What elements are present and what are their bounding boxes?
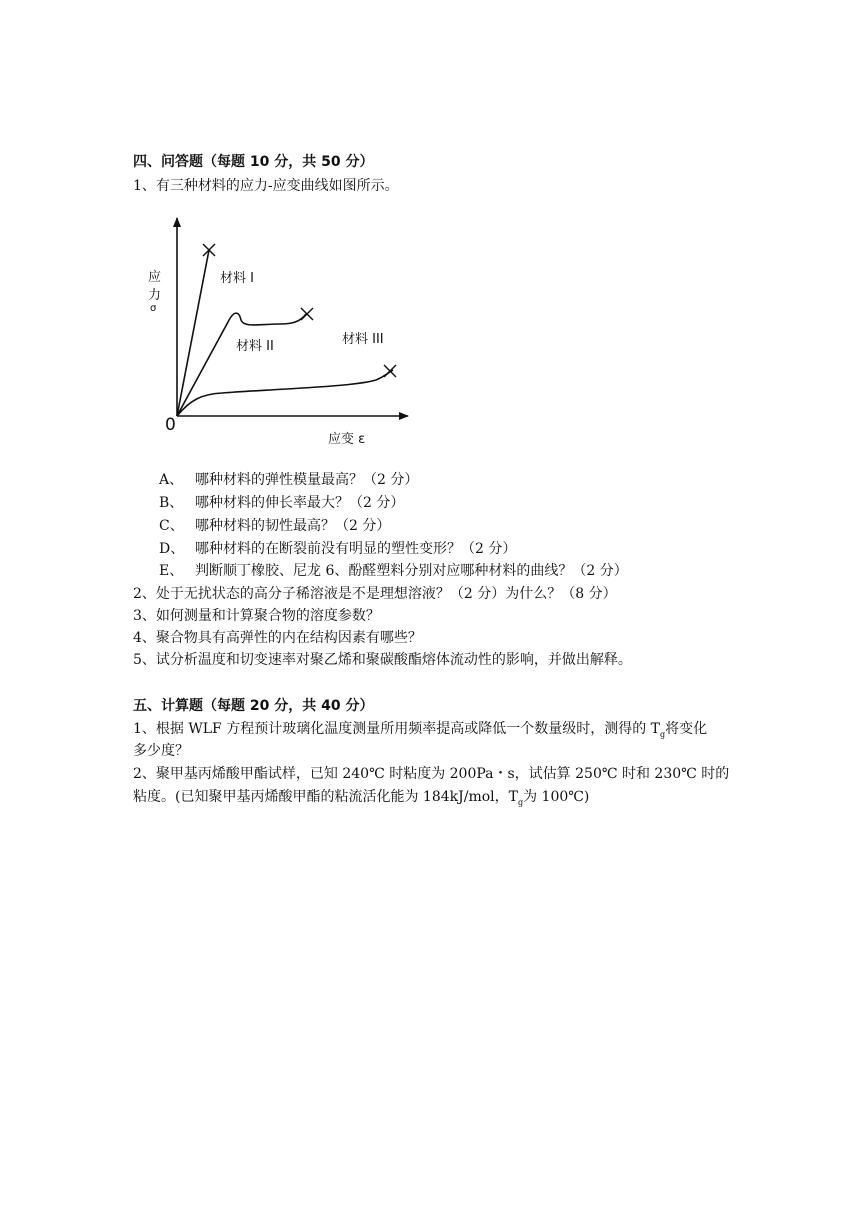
option-a-letter: A、: [159, 472, 184, 488]
option-b-letter: B、: [159, 495, 184, 511]
s5q1-text-a: 1、根据 WLF 方程预计玻璃化温度测量所用频率提高或降低一个数量级时，测得的 T: [133, 721, 660, 737]
s5q1-text-b: 将变化: [665, 721, 708, 737]
option-e-letter: E、: [159, 563, 184, 579]
section5-question-2-line-1: 2、聚甲基丙烯酸甲酯试样，已知 240℃ 时粘度为 200Pa・s，试估算 250℃ 时和 230℃ 时的: [133, 766, 730, 782]
option-e: [159, 561, 628, 581]
option-d-letter: D、: [159, 541, 185, 557]
material-2-curve: [177, 313, 306, 416]
section5-question-1-line-2: 多少度？: [133, 743, 189, 759]
y-axis-label-char1: 应: [148, 270, 162, 285]
section4-question-5: 5、试分析温度和切变速率对聚乙烯和聚碳酸酯熔体流动性的影响，并做出解释。: [133, 652, 632, 668]
stress-strain-svg: [140, 210, 430, 455]
option-c: [159, 516, 390, 536]
s5q2-text-b: 为 100℃): [523, 789, 590, 805]
section5-title: 五、计算题（每题 20 分，共 40 分）: [133, 698, 374, 714]
s5q1-subscript-g: g: [660, 729, 666, 739]
section4-question-2: 2、处于无扰状态的高分子稀溶液是不是理想溶液？（2 分）为什么？（8 分）: [133, 586, 617, 602]
option-b: [159, 493, 404, 513]
material-2-break-mark: [301, 308, 313, 320]
option-a-text: 哪种材料的弹性模量最高？（2 分）: [195, 472, 419, 488]
option-e-text: 判断顺丁橡胶、尼龙 6、酚醛塑料分别对应哪种材料的曲线？（2 分）: [195, 563, 628, 579]
section4-question-1: 1、有三种材料的应力-应变曲线如图所示。: [133, 178, 399, 194]
s5q2-subscript-g: g: [517, 797, 524, 807]
material-3-label: 材料 III: [342, 332, 384, 347]
origin-label: 0: [165, 415, 176, 435]
stress-strain-diagram: [140, 210, 430, 455]
option-b-text: 哪种材料的伸长率最大？（2 分）: [195, 495, 405, 511]
option-c-text: 哪种材料的韧性最高？（2 分）: [195, 518, 391, 534]
section4-question-3: 3、如何测量和计算聚合物的溶度参数？: [133, 608, 380, 624]
section5-question-2-line-2: [133, 787, 589, 813]
section4-question-4: 4、聚合物具有高弹性的内在结构因素有哪些？: [133, 630, 422, 646]
option-c-letter: C、: [159, 518, 184, 534]
y-axis-symbol: σ: [150, 303, 157, 314]
s5q2-text-a: 粘度。(已知聚甲基丙烯酸甲酯的粘流活化能为 184kJ/mol，T: [133, 789, 518, 805]
material-1-label: 材料 I: [220, 271, 254, 286]
material-1-curve: [177, 250, 209, 416]
material-3-curve: [177, 370, 393, 416]
option-d: [159, 539, 516, 559]
section5-question-1-line-1: [133, 719, 707, 745]
y-axis-label-char2: 力: [148, 288, 162, 303]
section4-title: 四、问答题（每题 10 分，共 50 分）: [133, 154, 374, 170]
material-3-break-mark: [384, 365, 396, 377]
material-2-label: 材料 II: [236, 339, 274, 354]
x-axis-label: 应变 ε: [328, 432, 366, 447]
option-a: [159, 470, 418, 490]
option-d-text: 哪种材料的在断裂前没有明显的塑性变形？（2 分）: [195, 541, 517, 557]
